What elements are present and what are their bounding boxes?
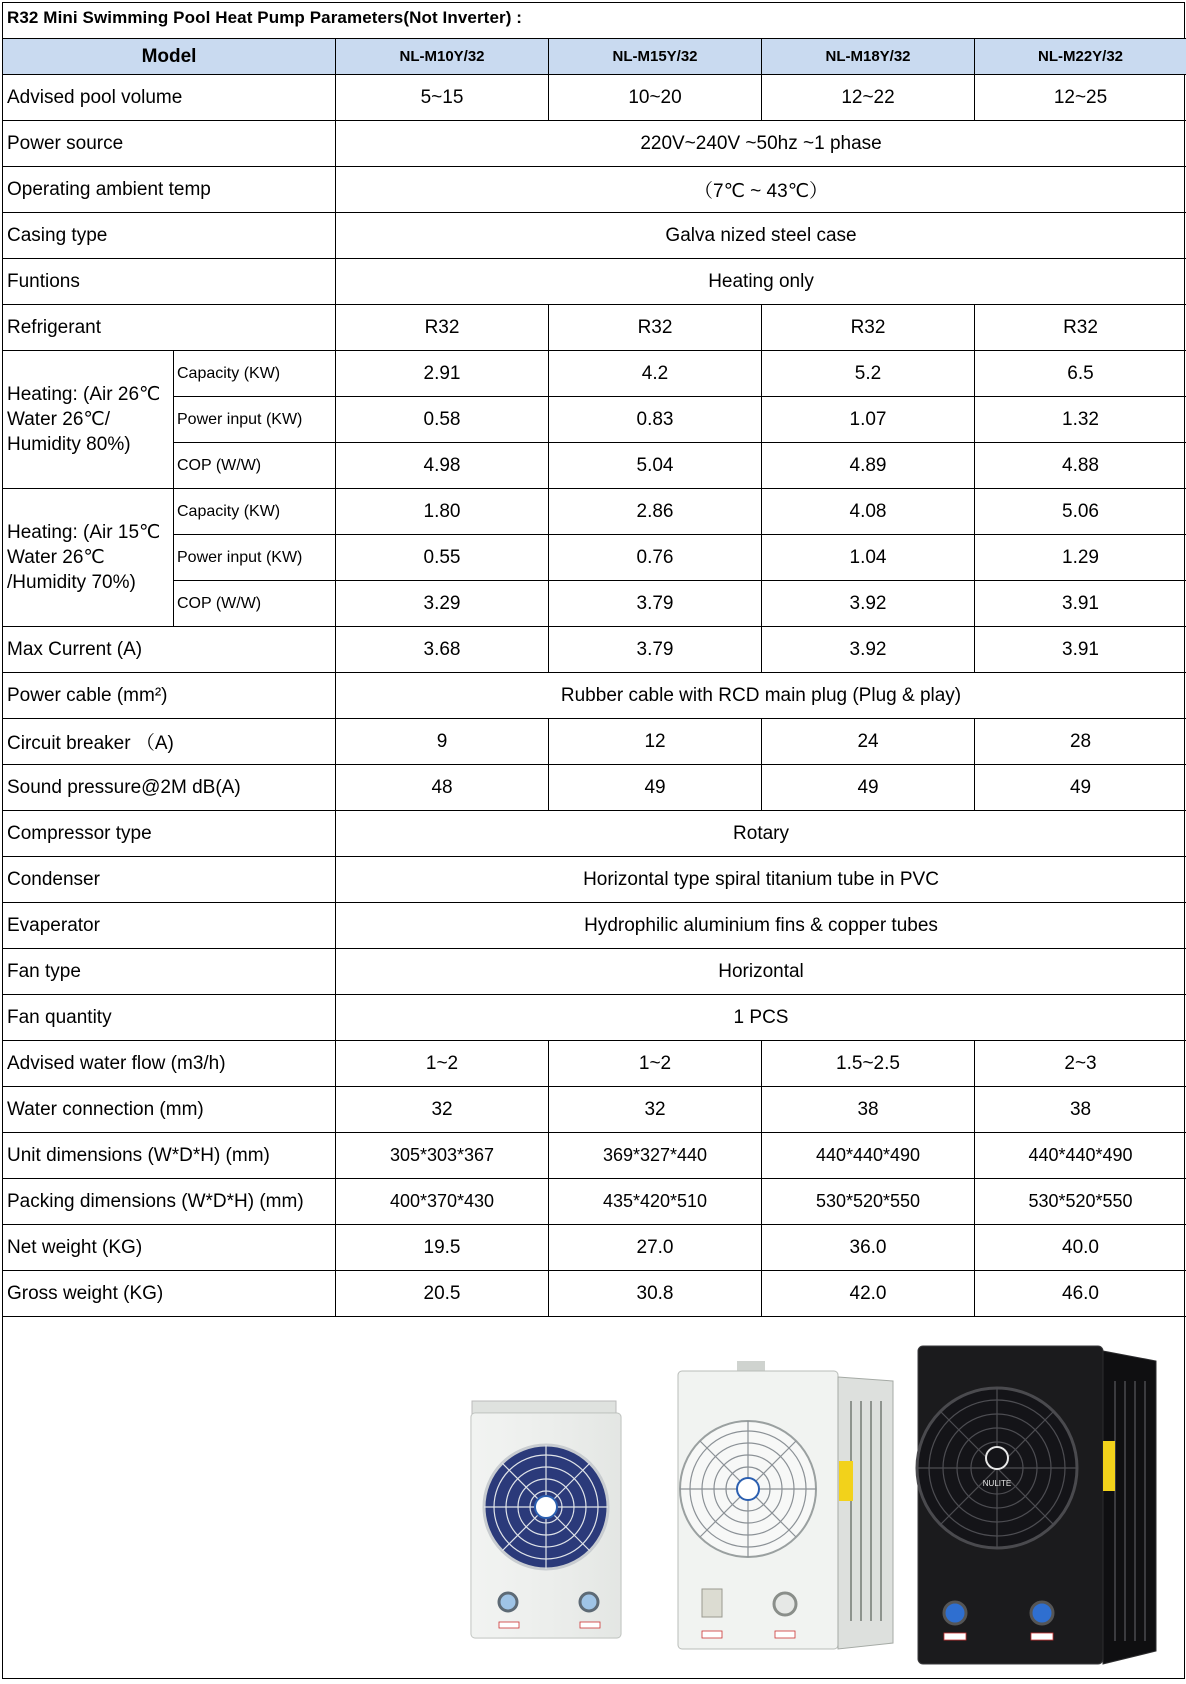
value-cell-merged: Rubber cable with RCD main plug (Plug & play) — [336, 673, 1186, 719]
model-name-cell: NL-M10Y/32 — [336, 39, 549, 75]
value-cell: 30.8 — [549, 1271, 762, 1317]
sub-label: Capacity (KW) — [174, 489, 336, 535]
value-cell: 42.0 — [762, 1271, 975, 1317]
row-label: Advised pool volume — [3, 75, 336, 121]
value-cell: 2~3 — [975, 1041, 1186, 1087]
value-cell: 530*520*550 — [762, 1179, 975, 1225]
value-cell: 1~2 — [549, 1041, 762, 1087]
row-sound — [3, 765, 1186, 811]
header-row — [3, 39, 1186, 75]
value-cell: 24 — [762, 719, 975, 765]
value-cell: 12~22 — [762, 75, 975, 121]
row-evaporator — [3, 903, 1186, 949]
value-cell: 38 — [975, 1087, 1186, 1133]
row-net_weight — [3, 1225, 1186, 1271]
value-cell: 1.07 — [762, 397, 975, 443]
value-cell: 12 — [549, 719, 762, 765]
value-cell-merged: Galva nized steel case — [336, 213, 1186, 259]
row-heat15-power_input — [3, 535, 1186, 581]
value-cell: 4.88 — [975, 443, 1186, 489]
value-cell: 3.91 — [975, 627, 1186, 673]
row-refrigerant — [3, 305, 1186, 351]
value-cell: 2.91 — [336, 351, 549, 397]
sub-label: COP (W/W) — [174, 443, 336, 489]
value-cell: 305*303*367 — [336, 1133, 549, 1179]
value-cell: 1.80 — [336, 489, 549, 535]
value-cell: 2.86 — [549, 489, 762, 535]
value-cell: R32 — [336, 305, 549, 351]
row-power_source — [3, 121, 1186, 167]
value-cell: 27.0 — [549, 1225, 762, 1271]
model-name-cell: NL-M18Y/32 — [762, 39, 975, 75]
row-fan_type — [3, 949, 1186, 995]
row-unit_dim — [3, 1133, 1186, 1179]
row-pack_dim — [3, 1179, 1186, 1225]
row-label: Fan quantity — [3, 995, 336, 1041]
row-functions — [3, 259, 1186, 305]
row-breaker — [3, 719, 1186, 765]
row-label: Max Current (A) — [3, 627, 336, 673]
value-cell: 3.92 — [762, 581, 975, 627]
sub-label: Power input (KW) — [174, 535, 336, 581]
value-cell: 369*327*440 — [549, 1133, 762, 1179]
value-cell: 3.68 — [336, 627, 549, 673]
row-label: Circuit breaker （A) — [3, 719, 336, 765]
value-cell: 6.5 — [975, 351, 1186, 397]
model-name-cell: NL-M15Y/32 — [549, 39, 762, 75]
value-cell: R32 — [762, 305, 975, 351]
value-cell: 3.79 — [549, 627, 762, 673]
value-cell-merged: Hydrophilic aluminium fins & copper tubes — [336, 903, 1186, 949]
spec-sheet — [2, 2, 1185, 1679]
value-cell: 530*520*550 — [975, 1179, 1186, 1225]
row-label: Net weight (KG) — [3, 1225, 336, 1271]
heat-pump-units-illustration — [3, 1321, 1186, 1679]
row-max_current — [3, 627, 1186, 673]
value-cell: 4.08 — [762, 489, 975, 535]
value-cell: 36.0 — [762, 1225, 975, 1271]
value-cell-merged: 1 PCS — [336, 995, 1186, 1041]
row-label: Compressor type — [3, 811, 336, 857]
value-cell: 1.29 — [975, 535, 1186, 581]
row-condenser — [3, 857, 1186, 903]
value-cell-merged: Horizontal type spiral titanium tube in PVC — [336, 857, 1186, 903]
row-label: Power cable (mm²) — [3, 673, 336, 719]
sheet-title: R32 Mini Swimming Pool Heat Pump Parameters(Not Inverter) : — [7, 8, 522, 28]
value-cell: 49 — [762, 765, 975, 811]
value-cell: 4.89 — [762, 443, 975, 489]
row-heat26-capacity — [3, 351, 1186, 397]
value-cell: 400*370*430 — [336, 1179, 549, 1225]
row-heat15-cop — [3, 581, 1186, 627]
unit-large-black — [917, 1346, 1156, 1664]
row-heat26-power_input — [3, 397, 1186, 443]
value-cell-merged: Rotary — [336, 811, 1186, 857]
model-header: Model — [3, 39, 336, 75]
value-cell: 3.79 — [549, 581, 762, 627]
value-cell: 1~2 — [336, 1041, 549, 1087]
row-heat15-capacity — [3, 489, 1186, 535]
value-cell: 32 — [336, 1087, 549, 1133]
value-cell: 0.58 — [336, 397, 549, 443]
product-photos — [3, 1321, 1186, 1679]
model-name-cell: NL-M22Y/32 — [975, 39, 1186, 75]
value-cell: 9 — [336, 719, 549, 765]
row-label: Fan type — [3, 949, 336, 995]
value-cell: 12~25 — [975, 75, 1186, 121]
row-label: Casing type — [3, 213, 336, 259]
value-cell: 0.76 — [549, 535, 762, 581]
value-cell-merged: （7℃ ~ 43℃） — [336, 167, 1186, 213]
row-label: Operating ambient temp — [3, 167, 336, 213]
value-cell: 3.92 — [762, 627, 975, 673]
value-cell: 32 — [549, 1087, 762, 1133]
value-cell: 435*420*510 — [549, 1179, 762, 1225]
value-cell: 28 — [975, 719, 1186, 765]
row-pool_volume — [3, 75, 1186, 121]
sub-label: Capacity (KW) — [174, 351, 336, 397]
value-cell: 4.98 — [336, 443, 549, 489]
brand-logo-text: NULITE — [983, 1479, 1011, 1488]
value-cell: 40.0 — [975, 1225, 1186, 1271]
value-cell: R32 — [975, 305, 1186, 351]
row-water_flow — [3, 1041, 1186, 1087]
value-cell: 0.55 — [336, 535, 549, 581]
row-fan_qty — [3, 995, 1186, 1041]
parameters-table — [2, 38, 1186, 1317]
value-cell: 20.5 — [336, 1271, 549, 1317]
row-label: Packing dimensions (W*D*H) (mm) — [3, 1179, 336, 1225]
value-cell: 1.04 — [762, 535, 975, 581]
row-compressor — [3, 811, 1186, 857]
value-cell-merged: Heating only — [336, 259, 1186, 305]
row-casing — [3, 213, 1186, 259]
value-cell: 5.06 — [975, 489, 1186, 535]
row-water_conn — [3, 1087, 1186, 1133]
row-label: Refrigerant — [3, 305, 336, 351]
row-label: Condenser — [3, 857, 336, 903]
value-cell: R32 — [549, 305, 762, 351]
value-cell: 49 — [549, 765, 762, 811]
value-cell: 10~20 — [549, 75, 762, 121]
value-cell: 1.5~2.5 — [762, 1041, 975, 1087]
group-label: Heating: (Air 15℃ Water 26℃ /Humidity 70%) — [3, 489, 174, 627]
value-cell: 4.2 — [549, 351, 762, 397]
value-cell-merged: 220V~240V ~50hz ~1 phase — [336, 121, 1186, 167]
row-label: Funtions — [3, 259, 336, 305]
value-cell: 5.2 — [762, 351, 975, 397]
sub-label: COP (W/W) — [174, 581, 336, 627]
value-cell: 440*440*490 — [975, 1133, 1186, 1179]
value-cell: 48 — [336, 765, 549, 811]
row-label: Unit dimensions (W*D*H) (mm) — [3, 1133, 336, 1179]
value-cell: 49 — [975, 765, 1186, 811]
value-cell: 38 — [762, 1087, 975, 1133]
value-cell: 1.32 — [975, 397, 1186, 443]
row-gross_weight — [3, 1271, 1186, 1317]
value-cell: 3.29 — [336, 581, 549, 627]
value-cell: 5~15 — [336, 75, 549, 121]
row-label: Water connection (mm) — [3, 1087, 336, 1133]
row-label: Power source — [3, 121, 336, 167]
value-cell: 46.0 — [975, 1271, 1186, 1317]
row-label: Evaperator — [3, 903, 336, 949]
value-cell: 0.83 — [549, 397, 762, 443]
unit-small-white — [471, 1401, 621, 1638]
row-power_cable — [3, 673, 1186, 719]
row-label: Gross weight (KG) — [3, 1271, 336, 1317]
value-cell: 3.91 — [975, 581, 1186, 627]
value-cell: 19.5 — [336, 1225, 549, 1271]
row-label: Sound pressure@2M dB(A) — [3, 765, 336, 811]
row-label: Advised water flow (m3/h) — [3, 1041, 336, 1087]
value-cell: 5.04 — [549, 443, 762, 489]
row-ambient_temp — [3, 167, 1186, 213]
value-cell: 440*440*490 — [762, 1133, 975, 1179]
value-cell-merged: Horizontal — [336, 949, 1186, 995]
sub-label: Power input (KW) — [174, 397, 336, 443]
group-label: Heating: (Air 26℃ Water 26℃/ Humidity 80%) — [3, 351, 174, 489]
unit-medium-white — [678, 1361, 893, 1649]
row-heat26-cop — [3, 443, 1186, 489]
